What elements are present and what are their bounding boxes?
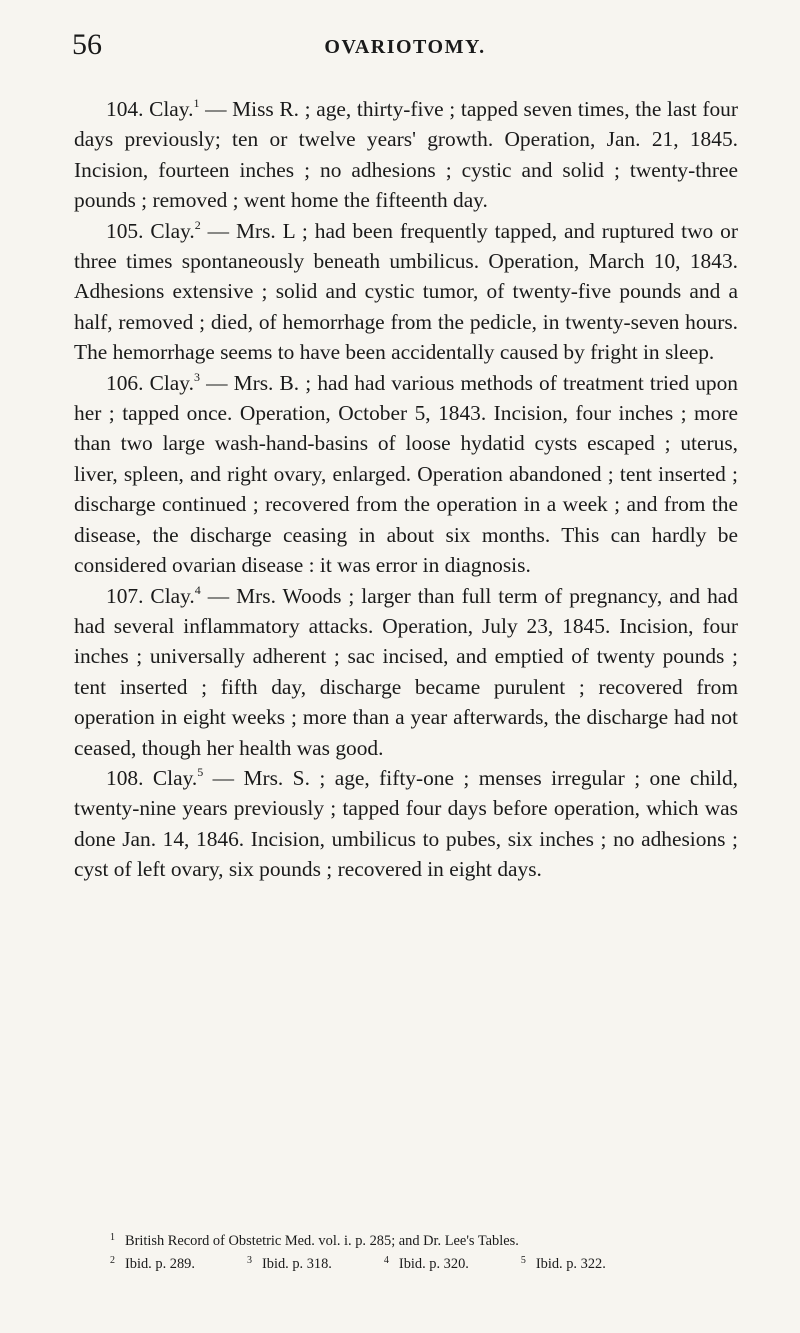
- footnote-ref: 5: [197, 764, 204, 779]
- footnote-ref: 4: [194, 582, 201, 597]
- footnote-line: [110, 1251, 740, 1274]
- footnote-text: British Record of Obstetric Med. vol. i. p. 285; and Dr. Lee's Tables.: [125, 1233, 519, 1249]
- case-text: — Mrs. L ; had been frequently tapped, and ruptured two or three times spontaneously beneath umbilicus. Operation, March 10, 1843. Adhesions extensive ; solid and cystic tumor, of twenty-five pounds and a half, removed ; died, of hemorrhage from the pedicle, in twenty-seven hours. The hemorrhage seems to have been accidentally caused by fright in sleep.: [74, 218, 738, 365]
- footnote-text: Ibid. p. 318.: [261, 1256, 332, 1272]
- case-text: — Mrs. S. ; age, fifty-one ; menses irregular ; one child, twenty-nine years previously ; tapped four days before operation, which was done Jan. 14, 1846. Incision, umbilicus to pubes, six inches ; no adhesions ; cyst of left ovary, six pounds ; recovered in eight days.: [74, 765, 738, 882]
- page-number: 56: [72, 28, 102, 61]
- case-number: 104.: [106, 97, 144, 121]
- footnote-marker: 4: [383, 1255, 389, 1266]
- case-number: 106.: [106, 370, 144, 395]
- footnote-text: Ibid. p. 289.: [125, 1256, 195, 1272]
- footnote-marker: 1: [110, 1232, 115, 1243]
- case-author: Clay.: [149, 370, 194, 395]
- case-entry-108: [74, 763, 738, 885]
- footnote-5: [521, 1251, 606, 1274]
- case-number: 108.: [106, 765, 144, 790]
- case-author: Clay.: [150, 583, 195, 608]
- case-entry-105: [74, 216, 738, 368]
- footnote-3: [247, 1251, 332, 1274]
- footnote-text: Ibid. p. 322.: [535, 1256, 606, 1272]
- footnote-ref: 3: [193, 369, 200, 384]
- case-entry-107: [74, 581, 738, 763]
- footnote-line: [110, 1228, 740, 1251]
- case-entry-106: [74, 368, 738, 581]
- footnotes: [110, 1228, 740, 1274]
- case-list: [74, 94, 738, 885]
- case-text: — Mrs. Woods ; larger than full term of pregnancy, and had had several inflammatory attacks. Operation, July 23, 1845. Incision, four inches ; universally adherent ; sac incised, and emptied of twenty pounds ; tent inserted ; fifth day, discharge became purulent ; recovered from operation in eight weeks ; more than a year afterwards, the discharge had not ceased, though her health was good.: [74, 583, 738, 760]
- footnote-4: [384, 1251, 469, 1274]
- footnote-marker: 3: [246, 1255, 252, 1266]
- case-author: Clay.: [150, 218, 195, 243]
- running-title: OVARIOTOMY.: [324, 36, 486, 58]
- footnote-ref: 1: [193, 96, 200, 110]
- footnote-marker: 5: [520, 1255, 526, 1266]
- footnote-1: [110, 1228, 519, 1251]
- case-entry-104: [74, 94, 738, 216]
- case-text: — Mrs. B. ; had had various methods of treatment tried upon her ; tapped once. Operation, October 5, 1843. Incision, four inches ; more than two large wash-hand-basins of loose hydatid cysts escaped ; uterus, liver, spleen, and right ovary, enlarged. Operation abandoned ; tent inserted ; discharge continued ; recovered from the operation in a week ; and from the disease, the discharge ceasing in about six months. This can hardly be considered ovarian disease : it was error in diagnosis.: [74, 370, 738, 578]
- footnote-marker: 2: [110, 1255, 115, 1266]
- case-number: 107.: [106, 583, 144, 608]
- footnote-text: Ibid. p. 320.: [398, 1256, 469, 1272]
- case-number: 105.: [106, 218, 144, 243]
- running-head: [72, 28, 738, 62]
- case-text: — Miss R. ; age, thirty-five ; tapped seven times, the last four days previously; ten or twelve years' growth. Operation, Jan. 21, 1845. Incision, fourteen inches ; no adhesions ; cystic and solid ; twenty-three pounds ; removed ; went home the fifteenth day.: [74, 97, 738, 213]
- case-author: Clay.: [152, 765, 198, 790]
- footnote-2: [110, 1251, 195, 1274]
- footnote-ref: 2: [194, 217, 201, 232]
- case-author: Clay.: [149, 97, 194, 121]
